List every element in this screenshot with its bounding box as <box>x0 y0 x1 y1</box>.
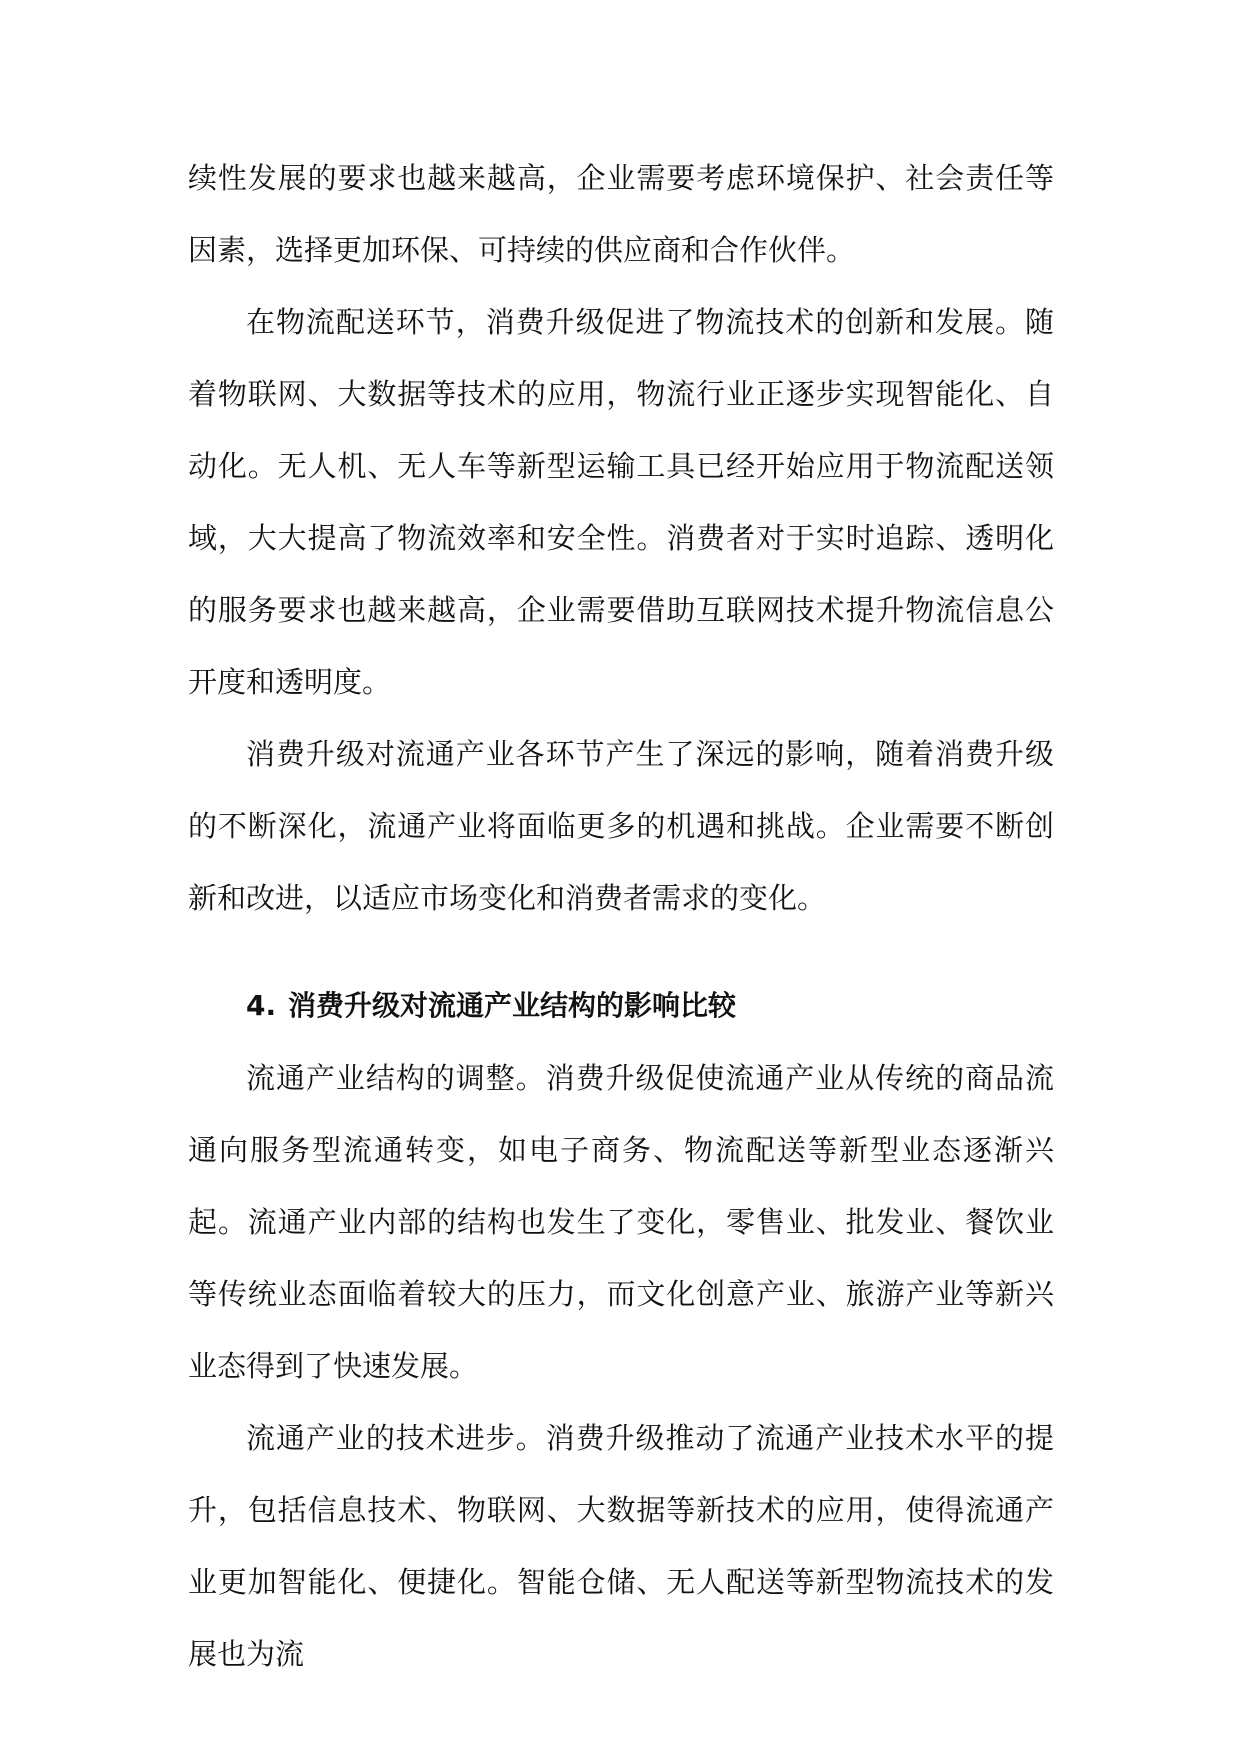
paragraph-logistics: 在物流配送环节，消费升级促进了物流技术的创新和发展。随着物联网、大数据等技术的应用，物流行业正逐步实现智能化、自动化。无人机、无人车等新型运输工具已经开始应用于物流配送领域，大大提高了物流效率和安全性。消费者对于实时追踪、透明化的服务要求也越来越高，企业需要借助互联网技术提升物流信息公开度和透明度。 <box>188 305 1054 699</box>
section-heading <box>188 970 1054 1042</box>
paragraph-impact-summary: 消费升级对流通产业各环节产生了深远的影响，随着消费升级的不断深化，流通产业将面临更多的机遇和挑战。企业需要不断创新和改进，以适应市场变化和消费者需求的变化。 <box>188 737 1054 915</box>
paragraph-continued: 续性发展的要求也越来越高，企业需要考虑环境保护、社会责任等因素，选择更加环保、可持续的供应商和合作伙伴。 <box>188 161 1054 267</box>
section-title: 消费升级对流通产业结构的影响比较 <box>288 989 737 1022</box>
paragraph-technology-progress: 流通产业的技术进步。消费升级推动了流通产业技术水平的提升，包括信息技术、物联网、大数据等新技术的应用，使得流通产业更加智能化、便捷化。智能仓储、无人配送等新型物流技术的发展也为流 <box>188 1421 1054 1671</box>
paragraph-structure-adjustment: 流通产业结构的调整。消费升级促使流通产业从传统的商品流通向服务型流通转变，如电子商务、物流配送等新型业态逐渐兴起。流通产业内部的结构也发生了变化，零售业、批发业、餐饮业等传统业态面临着较大的压力，而文化创意产业、旅游产业等新兴业态得到了快速发展。 <box>188 1061 1054 1383</box>
document-body <box>188 142 1054 1690</box>
section-number: 4. <box>246 989 277 1022</box>
